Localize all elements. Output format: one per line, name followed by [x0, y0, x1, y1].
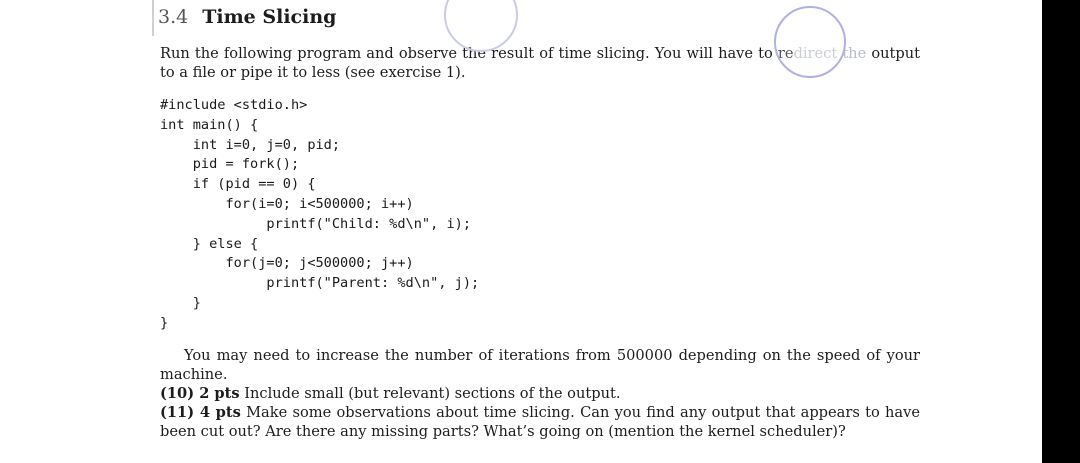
- question-11-text: Make some observations about time slicing. Can you find any output that appears to have been cut out? Are there any missing parts? What’s going on (mention the kernel scheduler)?: [160, 404, 920, 440]
- code-line: } else {: [160, 235, 259, 252]
- intro-text-end: output to a file or pipe it to less (see exercise 1).: [160, 45, 920, 81]
- note-text: You may need to increase the number of iterations from 500000 depending on the speed of your machine.: [160, 347, 920, 383]
- note-paragraph: [160, 346, 920, 384]
- question-10-label: (10) 2 pts: [160, 385, 240, 402]
- code-line: }: [160, 294, 201, 311]
- question-11: [160, 403, 920, 441]
- code-line: printf("Parent: %d\n", j);: [160, 275, 480, 292]
- instructions-block: [160, 346, 920, 441]
- question-11-label: (11) 4 pts: [160, 404, 241, 421]
- code-line: pid = fork();: [160, 156, 300, 173]
- code-line: int i=0, j=0, pid;: [160, 136, 341, 153]
- intro-text-faint: direct the: [793, 45, 867, 62]
- section-number: 3.4: [158, 6, 189, 28]
- code-line: if (pid == 0) {: [160, 176, 316, 193]
- code-line: int main() {: [160, 116, 259, 133]
- code-line: }: [160, 314, 169, 331]
- section-title: Time Slicing: [202, 6, 337, 28]
- code-line: printf("Child: %d\n", i);: [160, 215, 471, 232]
- question-10-text: Include small (but relevant) sections of the output.: [239, 385, 621, 402]
- code-line: for(j=0; j<500000; j++): [160, 255, 414, 272]
- question-10: [160, 384, 920, 403]
- annotation-circle: [774, 6, 846, 78]
- code-line: for(i=0; i<500000; i++): [160, 195, 414, 212]
- screen-edge-bar: [1042, 0, 1080, 463]
- intro-text-start: Run the following program and observe the result of time slicing. You will have to re: [160, 45, 794, 62]
- code-line: #include <stdio.h>: [160, 97, 308, 113]
- section-heading: [158, 6, 336, 28]
- code-listing: [160, 96, 479, 334]
- crop-edge-mark: [152, 0, 154, 36]
